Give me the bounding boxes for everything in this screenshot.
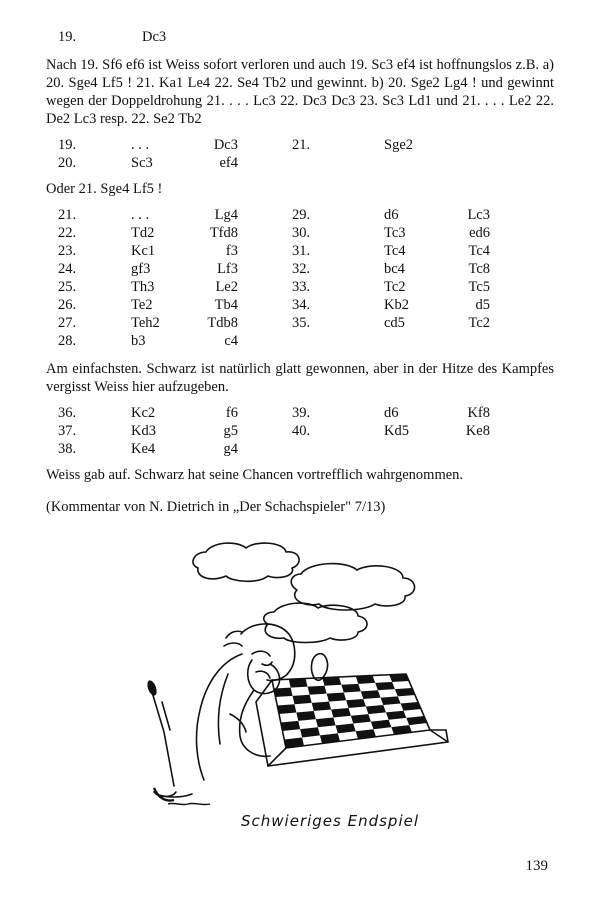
move-table-3 [46, 404, 554, 458]
move-number: 27. [58, 315, 77, 331]
move-number: 38. [58, 441, 77, 457]
move-number: 24. [58, 261, 77, 277]
black-move: ed6 [469, 225, 490, 241]
white-move: Kd3 [131, 423, 156, 439]
black-move: Tc2 [468, 315, 490, 331]
commentary-paragraph-2: Oder 21. Sge4 Lf5 ! [46, 181, 163, 197]
board-square [316, 717, 336, 727]
thought-cloud-icon [193, 543, 415, 642]
move-row [46, 242, 554, 260]
book-page [46, 28, 554, 516]
move-row [46, 422, 554, 440]
white-move: Teh2 [131, 315, 160, 331]
board-square [312, 702, 331, 711]
board-square [296, 711, 315, 721]
commentary-paragraph-3: Am einfachsten. Schwarz ist natürlich glatt gewonnen, aber in der Hitze des Kampfes vergisst Weiss hier aufzugeben. [46, 361, 554, 395]
black-move: g4 [223, 441, 238, 457]
move-row [46, 206, 554, 224]
page-number: 139 [525, 858, 548, 874]
board-square [308, 686, 327, 695]
move-number: 34. [292, 297, 311, 313]
move-row [46, 440, 554, 458]
board-square [341, 684, 360, 693]
chess-piece-icon [311, 654, 327, 681]
mic-head-icon [146, 679, 159, 697]
move-row [46, 332, 554, 350]
black-move: Lc3 [467, 207, 490, 223]
move-number: 30. [292, 225, 311, 241]
header-move [46, 28, 554, 46]
black-move: f3 [225, 243, 238, 259]
board-square [281, 721, 300, 731]
move-number: 23. [58, 243, 77, 259]
board-square [406, 716, 427, 725]
move-number: 39. [292, 405, 311, 421]
board-square [381, 696, 401, 705]
board-square [346, 699, 366, 708]
black-move: Kf8 [467, 405, 490, 421]
move-number: 28. [58, 333, 77, 349]
move-row [46, 136, 554, 154]
board-square [366, 705, 386, 714]
white-move: d6 [384, 405, 399, 421]
move-table-2 [46, 206, 554, 350]
board-square [331, 708, 351, 717]
board-square [300, 727, 320, 737]
white-move: Td2 [131, 225, 155, 241]
move-number: 40. [292, 423, 311, 439]
board-square [401, 702, 421, 711]
board-square [277, 704, 296, 714]
board-square [389, 674, 409, 682]
board-square [289, 679, 308, 688]
board-square [322, 677, 341, 686]
white-move: Te2 [131, 297, 153, 313]
black-move: Lg4 [214, 207, 238, 223]
white-move: Kc1 [131, 243, 156, 259]
board-square [395, 688, 415, 696]
black-move: Ke8 [465, 423, 490, 439]
commentary-paragraph-4: Weiss gab auf. Schwarz hat seine Chancen vortrefflich wahrgenommen. [46, 467, 464, 483]
move-row [46, 154, 554, 172]
move-number: 21. [292, 137, 311, 153]
move-row [46, 260, 554, 278]
board-square [356, 676, 375, 684]
microphone-icon [152, 692, 192, 797]
black-move: d5 [475, 297, 490, 313]
player-figure [197, 624, 295, 780]
white-move: Sc3 [131, 155, 153, 171]
move-number: 19. [58, 29, 77, 45]
move-row [46, 296, 554, 314]
black-move: Tc8 [468, 261, 490, 277]
black-move: Dc3 [213, 137, 238, 153]
white-move: gf3 [131, 261, 151, 277]
black-move: Tdb8 [207, 315, 238, 331]
commentary-paragraph-1: Nach 19. Sf6 ef6 ist Weiss sofort verloren und auch 19. Sc3 ef4 ist hoffnungslos z.B. a) 20. Sge4 Lf5 ! 21. Ka1 Le4 22. Se4 Tb2 und gewinnt. b) 20. Sge2 Lg4 ! und gewinnt wegen der Doppeldrohung 21. . . . Lc3 22. Dc3 Dc3 23. Sc3 Ld1 und 21. . . . Le2 22. De2 Lc3 resp. 22. Se2 Tb2 [46, 57, 554, 127]
board-square [351, 714, 371, 723]
white-move: Tc3 [384, 225, 406, 241]
move-number: 26. [58, 297, 77, 313]
board-square [274, 688, 293, 697]
move-number: 25. [58, 279, 77, 295]
move-number: 20. [58, 155, 77, 171]
move-row [46, 404, 554, 422]
board-square [293, 695, 312, 704]
cartoon-illustration [76, 534, 476, 844]
black-move: Le2 [215, 279, 238, 295]
black-move: ef4 [219, 155, 238, 171]
move-number: 19. [58, 137, 77, 153]
black-move: c4 [224, 333, 238, 349]
board-square [361, 690, 381, 699]
move-number: 32. [292, 261, 311, 277]
move-row [46, 314, 554, 332]
white-move: Kd5 [384, 423, 409, 439]
move-row [46, 224, 554, 242]
board-square [386, 711, 406, 720]
signature-scribble [168, 803, 210, 804]
black-move: Lf3 [217, 261, 238, 277]
white-move: Kc2 [131, 405, 156, 421]
move-number: 29. [292, 207, 311, 223]
white-move: Sge2 [384, 137, 413, 153]
white-move: Ke4 [131, 441, 156, 457]
white-move: . . . [131, 207, 150, 223]
move-number: 37. [58, 423, 77, 439]
move-number: 33. [292, 279, 311, 295]
move-number: 31. [292, 243, 311, 259]
white-move: b3 [131, 333, 146, 349]
white-move: d6 [384, 207, 399, 223]
black-move: g5 [223, 423, 238, 439]
chessboard-squares [274, 674, 427, 748]
move-table-1 [46, 136, 554, 172]
board-square [336, 724, 356, 734]
white-move: bc4 [384, 261, 405, 277]
white-move: Kb2 [384, 297, 409, 313]
move-number: 21. [58, 207, 77, 223]
white-move: Tc2 [384, 279, 406, 295]
black-move: Tfd8 [209, 225, 238, 241]
black-move: f6 [225, 405, 238, 421]
white-move: cd5 [384, 315, 405, 331]
move-number: 35. [292, 315, 311, 331]
black-move: Tc5 [468, 279, 490, 295]
black-move: Tc4 [468, 243, 490, 259]
board-square [375, 682, 395, 690]
move-number: 36. [58, 405, 77, 421]
white-move: Th3 [131, 279, 155, 295]
illustration-caption: Schwieriges Endspiel [241, 812, 420, 830]
move-number: 22. [58, 225, 77, 241]
board-square [371, 720, 391, 729]
white-move: Dc3 [142, 29, 167, 45]
white-move: . . . [131, 137, 150, 153]
source-note: (Kommentar von N. Dietrich in „Der Schachspieler" 7/13) [46, 499, 386, 515]
move-row [46, 278, 554, 296]
board-square [327, 693, 346, 702]
white-move: Tc4 [384, 243, 406, 259]
black-move: Tb4 [214, 297, 238, 313]
